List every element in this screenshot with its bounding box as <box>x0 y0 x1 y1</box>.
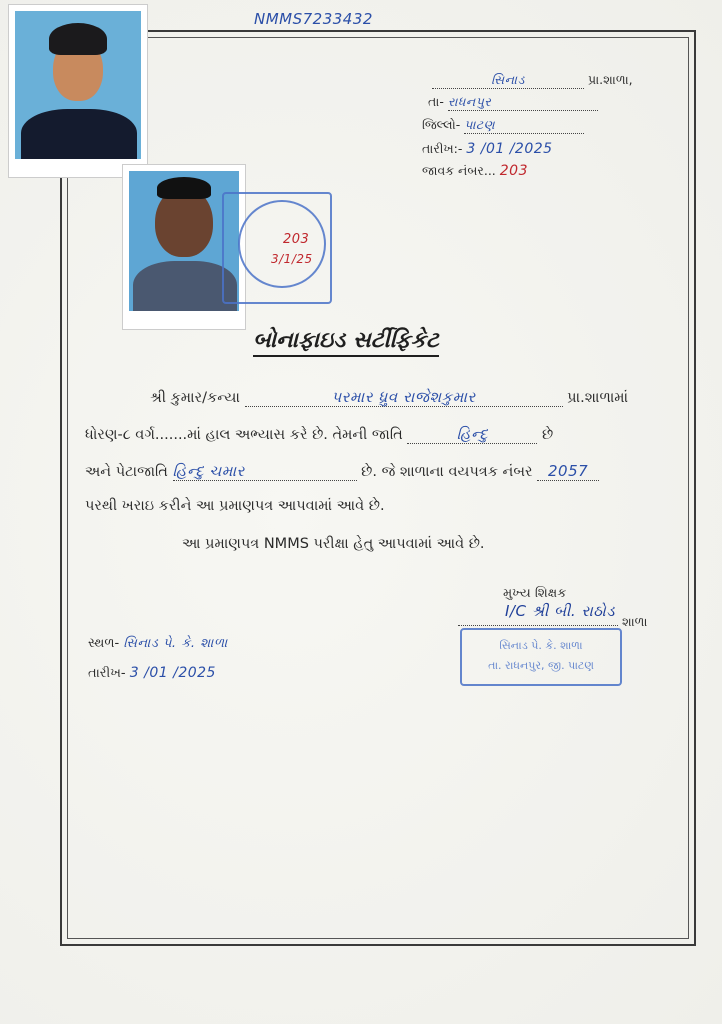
sub-caste-value: હિન્દુ ચમાર <box>172 462 245 480</box>
body-line-4: પરથી ખરાઇ કરીને આ પ્રમાણપત્ર આપવામાં આવે છે. <box>85 498 385 514</box>
caste-value: હિન્દુ <box>456 425 489 443</box>
header-district <box>422 117 584 134</box>
outward-value: 203 <box>499 163 528 179</box>
stamp-number: 203 <box>283 232 310 247</box>
student-photo-primary <box>8 4 148 178</box>
stamp-date-sign: 3/1/25 <box>271 252 313 266</box>
place-label: સ્થળ- <box>88 636 120 651</box>
signature-handwriting: I/C શ્રી બી. રાઠોડ <box>505 602 616 620</box>
register-number: 2057 <box>548 462 589 480</box>
body-line-5: આ પ્રમાણપત્ર NMMS પરીક્ષા હેતુ આપવામાં આવે છે. <box>182 536 485 552</box>
footer-place <box>88 636 228 651</box>
body-line-3: અને પેટાજાતિ હિન્દુ ચમાર છે. જે શાળાના વયપત્રક નંબર 2057 <box>85 462 599 481</box>
district-label: જિલ્લો- <box>422 117 461 132</box>
footer-date-value: 3 /01 /2025 <box>129 665 216 681</box>
district-value: પાટણ <box>464 117 496 132</box>
school-name: સિનાડ <box>491 72 525 87</box>
footer-date <box>88 665 216 681</box>
school-stamp-top-ring <box>238 200 326 288</box>
outward-label: જાવક નંબર... <box>422 163 496 178</box>
header-date <box>422 141 553 157</box>
header-outward <box>422 163 528 179</box>
header-school <box>432 72 633 89</box>
reference-number: NMMS7233432 <box>254 10 373 28</box>
taluka-value: રાધનપુર <box>447 94 492 109</box>
place-value: સિનાડ પે. કે. શાળા <box>123 636 228 651</box>
stamp-line-1: સિનાડ પે. કે. શાળા <box>499 639 583 652</box>
signature-school-suffix: શાળા <box>621 614 648 629</box>
stamp-line-2: તા. રાધનપુર, જી. પાટણ <box>488 659 594 672</box>
body-line-2: ધોરણ-૮ વર્ગ.......માં હાલ અભ્યાસ કરે છે. તેમની જાતિ હિન્દુ છે <box>85 425 554 443</box>
certificate-title: બોનાફાઇડ સર્ટીફિકેટ <box>253 328 439 357</box>
taluka-label: તા- <box>428 94 444 109</box>
header-taluka <box>428 94 598 111</box>
body-line-1: શ્રી કુમાર/કન્યા પરમાર ધ્રુવ રાજેશકુમાર પ્રા.શાળામાં <box>150 388 629 406</box>
school-suffix: પ્રા.શાળા, <box>587 72 633 87</box>
school-stamp-bottom <box>460 628 622 686</box>
footer-date-label: તારીખ- <box>88 666 126 681</box>
signature-title: મુખ્ય શિક્ષક <box>503 586 567 601</box>
date-value: 3 /01 /2025 <box>466 141 553 157</box>
date-label: તારીખ:- <box>422 141 463 156</box>
student-name: પરમાર ધ્રુવ રાજેશકુમાર <box>331 388 476 406</box>
